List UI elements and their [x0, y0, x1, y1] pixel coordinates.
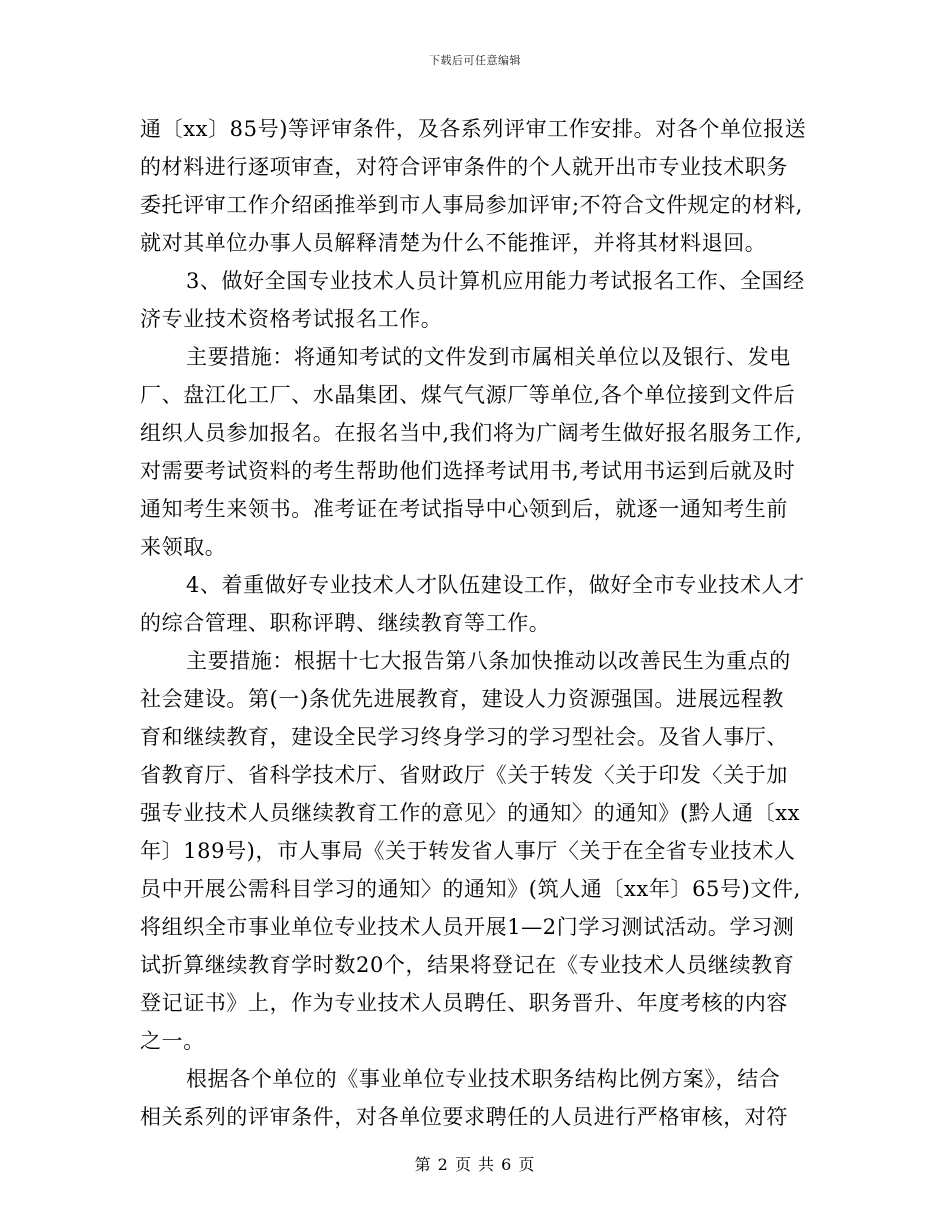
text-line: 组织人员参加报名。在报名当中,我们将为广阔考生做好报名服务工作,	[140, 421, 803, 445]
text-line: 省教育厅、省科学技术厅、省财政厅《关于转发〈关于印发〈关于加	[140, 763, 788, 787]
text-line: 之一。	[140, 1029, 205, 1053]
text-line: 就对其单位办事人员解释清楚为什么不能推评，并将其材料退回。	[140, 231, 767, 255]
text-line: 相关系列的评审条件，对各单位要求聘任的人员进行严格审核，对符	[140, 1105, 788, 1129]
page-header: 下载后可任意编辑	[429, 54, 521, 67]
text-line: 根据各个单位的《事业单位专业技术职务结构比例方案》，结合	[186, 1067, 781, 1091]
text-line: 的材料进行逐项审查，对符合评审条件的个人就开出市专业技术职务	[140, 155, 788, 179]
text-line: 试折算继续教育学时数20个，结果将登记在《专业技术人员继续教育	[140, 953, 795, 977]
text-line: 通〔xx〕85号)等评审条件，及各系列评审工作安排。对各个单位报送	[140, 117, 807, 141]
text-line: 强专业技术人员继续教育工作的意见〉的通知〉的通知》(黔人通〔xx	[140, 801, 801, 825]
text-line: 登记证书》上，作为专业技术人员聘任、职务晋升、年度考核的内容	[140, 991, 788, 1015]
page-footer: 第 2 页 共 6 页	[414, 1155, 536, 1174]
text-line: 主要措施：根据十七大报告第八条加快推动以改善民生为重点的	[186, 649, 791, 673]
document-body	[140, 110, 816, 1136]
text-line: 3、做好全国专业技术人员计算机应用能力考试报名工作、全国经	[186, 269, 805, 293]
text-line: 厂、盘江化工厂、水晶集团、煤气气源厂等单位,各个单位接到文件后	[140, 383, 796, 407]
text-line: 4、着重做好专业技术人才队伍建设工作，做好全市专业技术人才	[186, 573, 805, 597]
text-line: 主要措施：将通知考试的文件发到市属相关单位以及银行、发电	[186, 345, 791, 369]
text-line: 社会建设。第(一)条优先进展教育，建设人力资源强国。进展远程教	[140, 687, 784, 711]
text-line: 将组织全市事业单位专业技术人员开展1—2门学习测试活动。学习测	[140, 915, 795, 939]
text-line: 育和继续教育，建设全民学习终身学习的学习型社会。及省人事厅、	[140, 725, 788, 749]
text-line: 通知考生来领书。准考证在考试指导中心领到后，就逐一通知考生前	[140, 497, 788, 521]
text-line: 委托评审工作介绍函推举到市人事局参加评审;不符合文件规定的材料,	[140, 193, 803, 217]
text-line: 来领取。	[140, 535, 227, 559]
text-line: 员中开展公需科目学习的通知〉的通知》(筑人通〔xx年〕65号)文件,	[140, 877, 801, 901]
text-line: 对需要考试资料的考生帮助他们选择考试用书,考试用书运到后就及时	[140, 459, 796, 483]
text-line: 年〕189号)，市人事局《关于转发省人事厅〈关于在全省专业技术人	[140, 839, 796, 863]
text-line: 济专业技术资格考试报名工作。	[140, 307, 443, 331]
text-line: 的综合管理、职称评聘、继续教育等工作。	[140, 611, 551, 635]
